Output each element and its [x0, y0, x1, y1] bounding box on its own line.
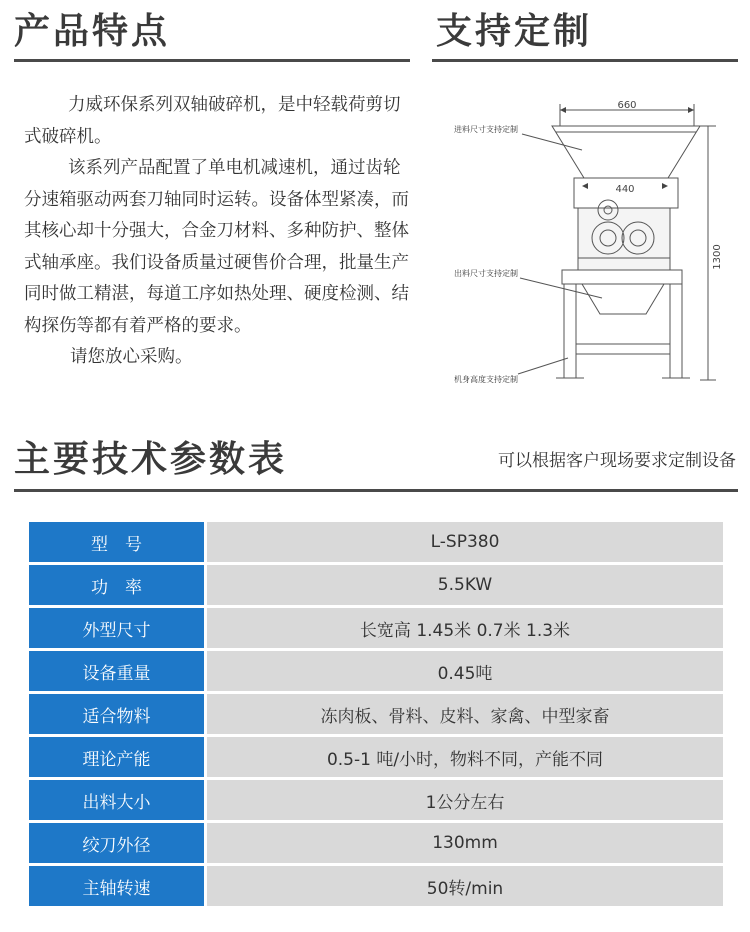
- custom-heading-rule: [432, 59, 738, 62]
- outlet-custom-label: 出料尺寸支持定制: [454, 269, 518, 278]
- row-label: 主轴转速: [29, 866, 204, 906]
- features-paragraph-2: 该系列产品配置了单电机减速机，通过齿轮分速箱驱动两套刀轴同时运转。设备体型紧凑，而其核心却十分强大，合金刀材料、多种防护、整体式轴承座。我们设备质量过硬售价合理，批量生产同时做工精湛，每道工序如热处理、硬度检测、结构探伤等都有着严格的要求。: [24, 158, 409, 336]
- hopper-shape: [552, 126, 700, 178]
- machine-diagram: [432, 82, 732, 406]
- row-label: 理论产能: [29, 737, 204, 777]
- dim-mid-label: 440: [615, 184, 635, 195]
- dim-height-label: 1300: [712, 244, 723, 270]
- table-row: [29, 651, 723, 691]
- row-value: 0.45吨: [207, 651, 723, 691]
- row-value: 长宽高 1.45米 0.7米 1.3米: [207, 608, 723, 648]
- row-label: 出料大小: [29, 780, 204, 820]
- params-heading-rule: [14, 489, 738, 492]
- dim-top-label: 660: [617, 100, 637, 111]
- row-value: 冻肉板、骨料、皮料、家禽、中型家畜: [207, 694, 723, 734]
- row-value: 0.5-1 吨/小时，物料不同，产能不同: [207, 737, 723, 777]
- table-row: [29, 866, 723, 906]
- features-heading: 产品特点: [14, 11, 171, 52]
- features-paragraph-1: 力威环保系列双轴破碎机，是中轻载荷剪切式破碎机。: [24, 95, 401, 147]
- features-paragraph-3: 请您放心采购。: [70, 347, 193, 367]
- row-value: 50转/min: [207, 866, 723, 906]
- row-value: L-SP380: [207, 522, 723, 562]
- features-text: [24, 90, 414, 374]
- row-label: 设备重量: [29, 651, 204, 691]
- row-label: 型 号: [29, 522, 204, 562]
- custom-heading: 支持定制: [436, 11, 593, 52]
- table-row: [29, 565, 723, 605]
- row-value: 130mm: [207, 823, 723, 863]
- table-row: [29, 608, 723, 648]
- table-row: [29, 522, 723, 562]
- table-row: [29, 823, 723, 863]
- table-row: [29, 737, 723, 777]
- row-label: 功 率: [29, 565, 204, 605]
- inlet-custom-label: 进料尺寸支持定制: [454, 125, 518, 134]
- row-label: 适合物料: [29, 694, 204, 734]
- features-heading-rule: [14, 59, 410, 62]
- params-heading: 主要技术参数表: [14, 439, 288, 480]
- machine-drawing: [432, 82, 732, 402]
- height-custom-label: 机身高度支持定制: [454, 375, 518, 384]
- table-row: [29, 780, 723, 820]
- row-label: 外型尺寸: [29, 608, 204, 648]
- row-value: 1公分左右: [207, 780, 723, 820]
- params-subtitle: 可以根据客户现场要求定制设备: [498, 451, 736, 471]
- params-table: [29, 522, 723, 909]
- row-label: 绞刀外径: [29, 823, 204, 863]
- table-row: [29, 694, 723, 734]
- row-value: 5.5KW: [207, 565, 723, 605]
